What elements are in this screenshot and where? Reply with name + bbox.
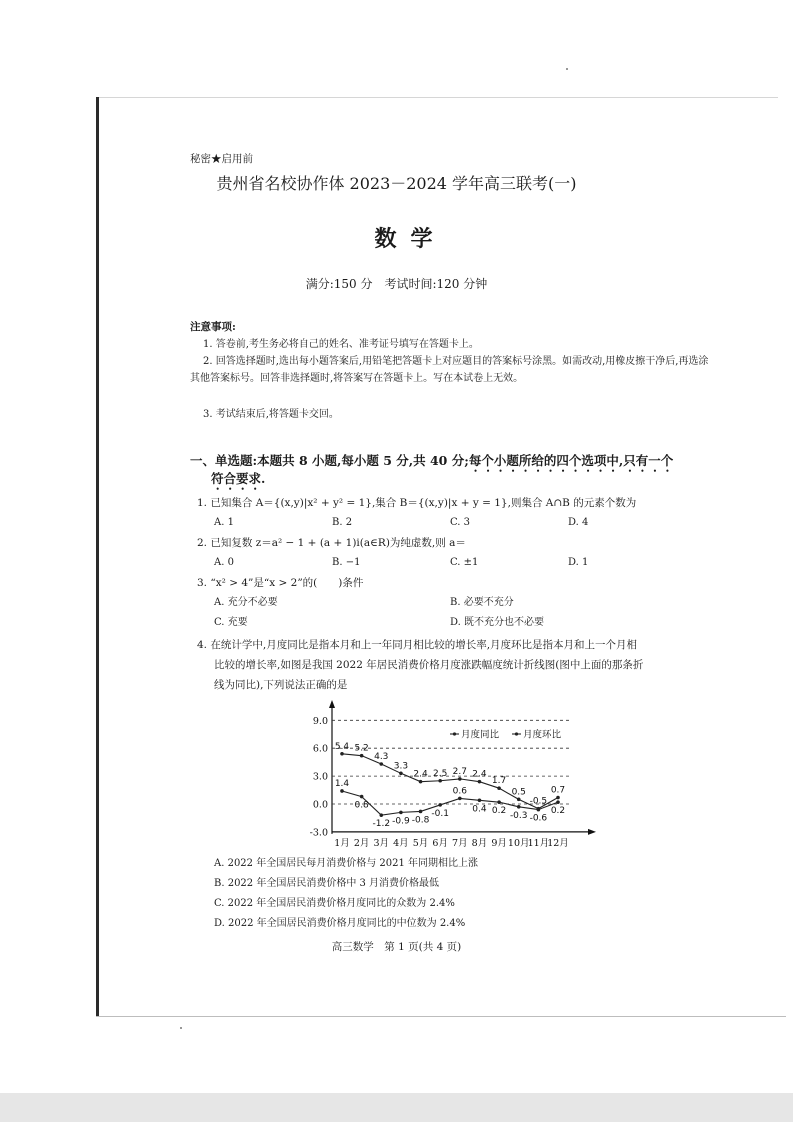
data-point — [360, 795, 364, 799]
data-label: -0.9 — [392, 816, 410, 827]
notice-item: 2. 回答选择题时,选出每小题答案后,用铅笔把答题卡上对应题目的答案标号涂黑。如需改动,用橡皮擦干净后,再选涂其他答案标号。回答非选择题时,将答案写在答题卡上。写在本试卷上无效。 — [190, 356, 709, 384]
x-tick-label: 5月 — [412, 837, 429, 849]
page-footer: 高三数学 第 1 页(共 4 页) — [331, 941, 462, 953]
score-time: 满分:150 分 考试时间:120 分钟 — [305, 277, 488, 291]
notice-item: 1. 答卷前,考生务必将自己的姓名、准考证号填写在答题卡上。 — [203, 339, 479, 350]
q3-option-a: A. 充分不必要 — [214, 597, 278, 608]
q4-option-d: D. 2022 年全国居民消费价格月度同比的中位数为 2.4% — [214, 918, 466, 929]
data-point — [340, 789, 344, 793]
data-label: 2.7 — [452, 766, 467, 777]
data-label: -0.3 — [509, 810, 528, 821]
q4-option-b: B. 2022 年全国居民消费价格中 3 月消费价格最低 — [214, 878, 440, 889]
x-tick-label: 8月 — [471, 837, 488, 849]
y-tick-label: 3.0 — [312, 771, 328, 783]
x-tick-label: 9月 — [491, 837, 507, 849]
data-label: 2.4 — [413, 769, 428, 780]
data-label: -0.6 — [529, 813, 548, 824]
q1-option-a: A. 1 — [214, 517, 234, 528]
data-point — [399, 811, 403, 815]
data-label: 0.2 — [491, 806, 507, 817]
legend-marker — [453, 732, 456, 735]
data-label: 1.4 — [334, 778, 350, 789]
data-point — [517, 805, 521, 809]
question-4-stem-line: 线为同比),下列说法正确的是 — [214, 679, 348, 691]
data-label: -0.8 — [411, 815, 430, 826]
scan-border-bottom — [96, 1016, 786, 1017]
data-label: 5.4 — [334, 741, 350, 752]
data-label: 2.5 — [433, 768, 448, 779]
x-tick-label: 7月 — [452, 837, 468, 849]
question-4-stem-line: 比较的增长率,如图是我国 2022 年居民消费价格月度涨跌幅度统计折线图(图中上面的那条折 — [214, 659, 644, 671]
question-1-stem: 1. 已知集合 A＝{(x,y)|x² + y² = 1},集合 B＝{(x,y)|x + y = 1},则集合 A∩B 的元素个数为 — [197, 497, 637, 509]
data-point — [478, 780, 482, 784]
data-label: 0.8 — [354, 800, 369, 811]
section-heading-b: 每个小题所给的四个选项中,只有一个 — [468, 453, 674, 468]
q1-option-c: C. 3 — [450, 517, 471, 528]
data-label: 0.4 — [472, 804, 487, 815]
data-point — [419, 780, 423, 784]
q3-option-d: D. 既不充分也不必要 — [450, 617, 545, 628]
q2-option-c: C. ±1 — [450, 557, 479, 568]
x-axis-arrow — [588, 829, 596, 835]
data-label: 0.2 — [550, 806, 566, 817]
question-3-stem: 3. “x² > 4”是“x > 2”的( )条件 — [197, 577, 364, 589]
y-tick-label: -3.0 — [309, 827, 328, 839]
data-point — [340, 752, 344, 756]
x-tick-label: 11月 — [527, 837, 550, 849]
data-label: 1.7 — [491, 776, 507, 787]
data-point — [438, 803, 442, 807]
confidential-label: 秘密★启用前 — [190, 153, 253, 165]
data-label: 5.2 — [354, 743, 369, 754]
q1-option-b: B. 2 — [332, 517, 353, 528]
data-point — [497, 786, 501, 790]
data-point — [458, 777, 462, 781]
data-label: 2.4 — [472, 769, 487, 780]
data-point — [458, 797, 462, 801]
question-2-stem: 2. 已知复数 z＝a² − 1 + (a + 1)i(a∈R)为纯虚数,则 a＝ — [197, 537, 466, 549]
notice-heading: 注意事项: — [190, 321, 236, 333]
chart-svg — [300, 700, 600, 850]
q4-option-a: A. 2022 年全国居民每月消费价格与 2021 年同期相比上涨 — [214, 858, 479, 869]
q3-option-c: C. 充要 — [214, 617, 248, 628]
cpi-line-chart — [300, 700, 600, 850]
x-tick-label: 2月 — [353, 837, 370, 849]
data-point — [478, 798, 482, 802]
y-axis-arrow — [329, 700, 335, 708]
x-tick-label: 4月 — [393, 837, 409, 849]
question-4-stem-line: 4. 在统计学中,月度同比是指本月和上一年同月相比较的增长率,月度环比是指本月和上一个月相 — [197, 639, 638, 651]
footer-band — [0, 1093, 793, 1122]
section-heading-c: 符合要求. — [211, 471, 266, 486]
data-point — [556, 800, 560, 804]
x-tick-label: 10月 — [507, 837, 530, 849]
q3-option-b: B. 必要不充分 — [450, 597, 514, 608]
section-heading-a: 一、单选题:本题共 8 小题,每小题 5 分,共 40 分; — [190, 453, 469, 468]
x-tick-label: 1月 — [334, 837, 350, 849]
data-point — [497, 800, 501, 804]
data-point — [399, 772, 403, 776]
legend-label: 月度环比 — [523, 729, 562, 741]
data-point — [379, 813, 383, 817]
y-tick-label: 0.0 — [312, 799, 328, 811]
data-label: -0.1 — [431, 808, 449, 819]
scan-border-top — [98, 97, 778, 98]
data-label: 0.6 — [452, 786, 467, 797]
q4-option-c: C. 2022 年全国居民消费价格月度同比的众数为 2.4% — [214, 898, 455, 909]
y-tick-label: 6.0 — [312, 743, 328, 755]
notice-item: 3. 考试结束后,将答题卡交回。 — [203, 409, 339, 420]
x-tick-label: 12月 — [547, 837, 569, 849]
q2-option-a: A. 0 — [214, 557, 234, 568]
data-point — [537, 808, 541, 812]
data-point — [379, 762, 383, 766]
data-point — [517, 798, 521, 802]
y-tick-label: 9.0 — [312, 715, 328, 727]
data-point — [556, 796, 560, 800]
data-point — [438, 779, 442, 783]
q1-option-d: D. 4 — [568, 517, 589, 528]
data-label: -1.2 — [372, 819, 391, 830]
scan-speck — [180, 1027, 182, 1029]
data-label: 4.3 — [374, 752, 389, 763]
q2-option-b: B. −1 — [332, 557, 361, 568]
data-label: -0.5 — [529, 796, 548, 807]
exam-title: 贵州省名校协作体 2023－2024 学年高三联考(一) — [216, 174, 577, 193]
data-label: 3.3 — [393, 761, 409, 772]
x-tick-label: 3月 — [373, 837, 390, 849]
data-label: 0.7 — [550, 785, 566, 796]
data-point — [419, 810, 423, 814]
data-point — [360, 754, 364, 758]
q2-option-d: D. 1 — [568, 557, 589, 568]
scan-speck — [566, 68, 568, 70]
data-label: 0.5 — [511, 787, 526, 798]
subject-title: 数学 — [374, 226, 447, 252]
x-tick-label: 6月 — [432, 837, 448, 849]
legend-label: 月度同比 — [461, 729, 500, 741]
legend-marker — [515, 732, 518, 735]
